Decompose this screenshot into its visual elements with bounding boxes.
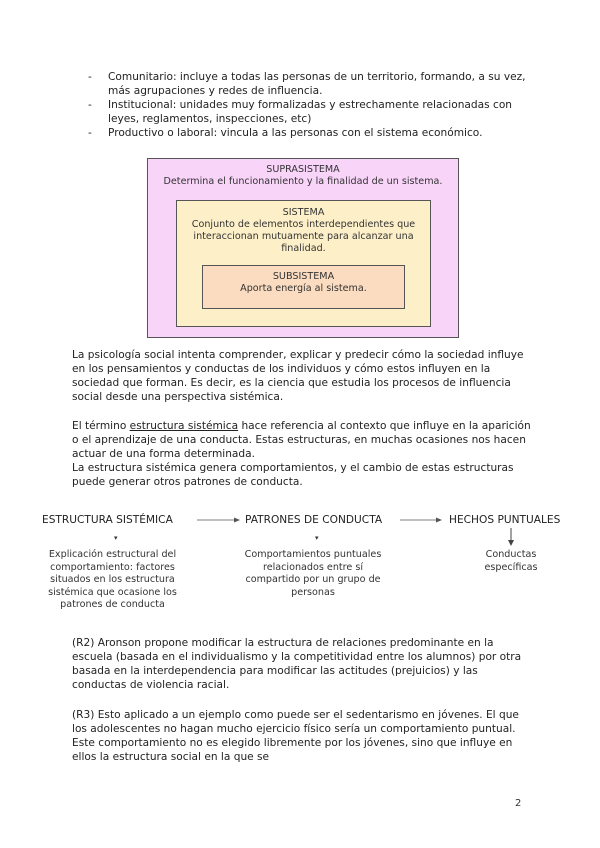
paragraph-r2: (R2) Aronson propone modificar la estructura de relaciones predominante en la escuela (basada en el individualismo y la competitividad entre los alumnos) por otra basada en la interdependencia para modificar las actitudes (prejuicios) y las conductas de violencia racial. <box>72 637 522 691</box>
paragraph-social-psychology: La psicología social intenta comprender, explicar y predecir cómo la sociedad influye en los pensamientos y conductas de los individuos y cómo estos influyen en la sociedad que forman. Es decir, es la ciencia que estudia los procesos de influencia social desde una perspectiva sistémica. <box>72 349 524 403</box>
small-down-arrow-icon: ▾ <box>114 534 118 542</box>
list-item: - Institucional: unidades muy formalizadas y estrechamente relacionadas con leyes, reglamentos, inspecciones, etc) <box>88 99 513 125</box>
term-estructura-sistemica: estructura sistémica <box>129 420 239 432</box>
sistema-title: SISTEMA <box>282 207 325 218</box>
subsistema-title: SUBSISTEMA <box>272 271 335 282</box>
paragraph-structure: El término estructura sistémica hace referencia al contexto que influye en la aparición o el aprendizaje de una conducta. Estas estructuras, en muchas ocasiones nos hacen actuar de una forma determinada. La estructura sistémica genera comportamientos, y el cambio de estas estructuras puede generar otros patrones de conducta. <box>72 420 531 488</box>
flow-desc-hechos: Conductas específicas <box>484 549 538 573</box>
paragraph-r3: (R3) Esto aplicado a un ejemplo como puede ser el sedentarismo en jóvenes. El que los adolescentes no hagan mucho ejercicio físico sería un comportamiento puntual. Este comportamiento no es elegido libremente por los jóvenes, sino que influye en ellos la estructura social en la que se <box>72 709 519 763</box>
flow-head-estructura: ESTRUCTURA SISTÉMICA <box>42 514 173 526</box>
subsistema-desc: Aporta energía al sistema. <box>240 283 367 294</box>
bullet-text: Productivo o laboral: vincula a las personas con el sistema económico. <box>108 127 483 139</box>
suprasistema-title: SUPRASISTEMA <box>266 164 340 175</box>
arrow-right-icon <box>197 518 240 523</box>
bullet-text: Institucional: unidades muy formalizadas y estrechamente relacionadas con leyes, reglamentos, inspecciones, etc) <box>108 99 513 125</box>
flow-head-patrones: PATRONES DE CONDUCTA <box>245 514 383 526</box>
arrow-down-icon <box>508 528 514 546</box>
sistema-desc: Conjunto de elementos interdependientes que interaccionan mutuamente para alcanzar una finalidad. <box>191 219 416 254</box>
suprasistema-desc: Determina el funcionamiento y la finalidad de un sistema. <box>163 176 443 187</box>
list-item: - Comunitario: incluye a todas las personas de un territorio, formando, a su vez, más agrupaciones y redes de influencia. <box>88 71 526 97</box>
page-number: 2 <box>515 798 522 809</box>
flow-desc-patrones: Comportamientos puntuales relacionados entre sí compartido por un grupo de personas <box>244 549 382 598</box>
arrow-right-icon <box>400 518 442 523</box>
flow-desc-estructura: Explicación estructural del comportamiento: factores situados en los estructura sistémica que ocasione los patrones de conducta <box>48 549 177 610</box>
flow-head-hechos: HECHOS PUNTUALES <box>449 514 561 526</box>
bullet-text: Comunitario: incluye a todas las personas de un territorio, formando, a su vez, más agrupaciones y redes de influencia. <box>108 71 526 97</box>
small-down-arrow-icon: ▾ <box>315 534 319 542</box>
list-item: - Productivo o laboral: vincula a las personas con el sistema económico. <box>88 127 483 139</box>
